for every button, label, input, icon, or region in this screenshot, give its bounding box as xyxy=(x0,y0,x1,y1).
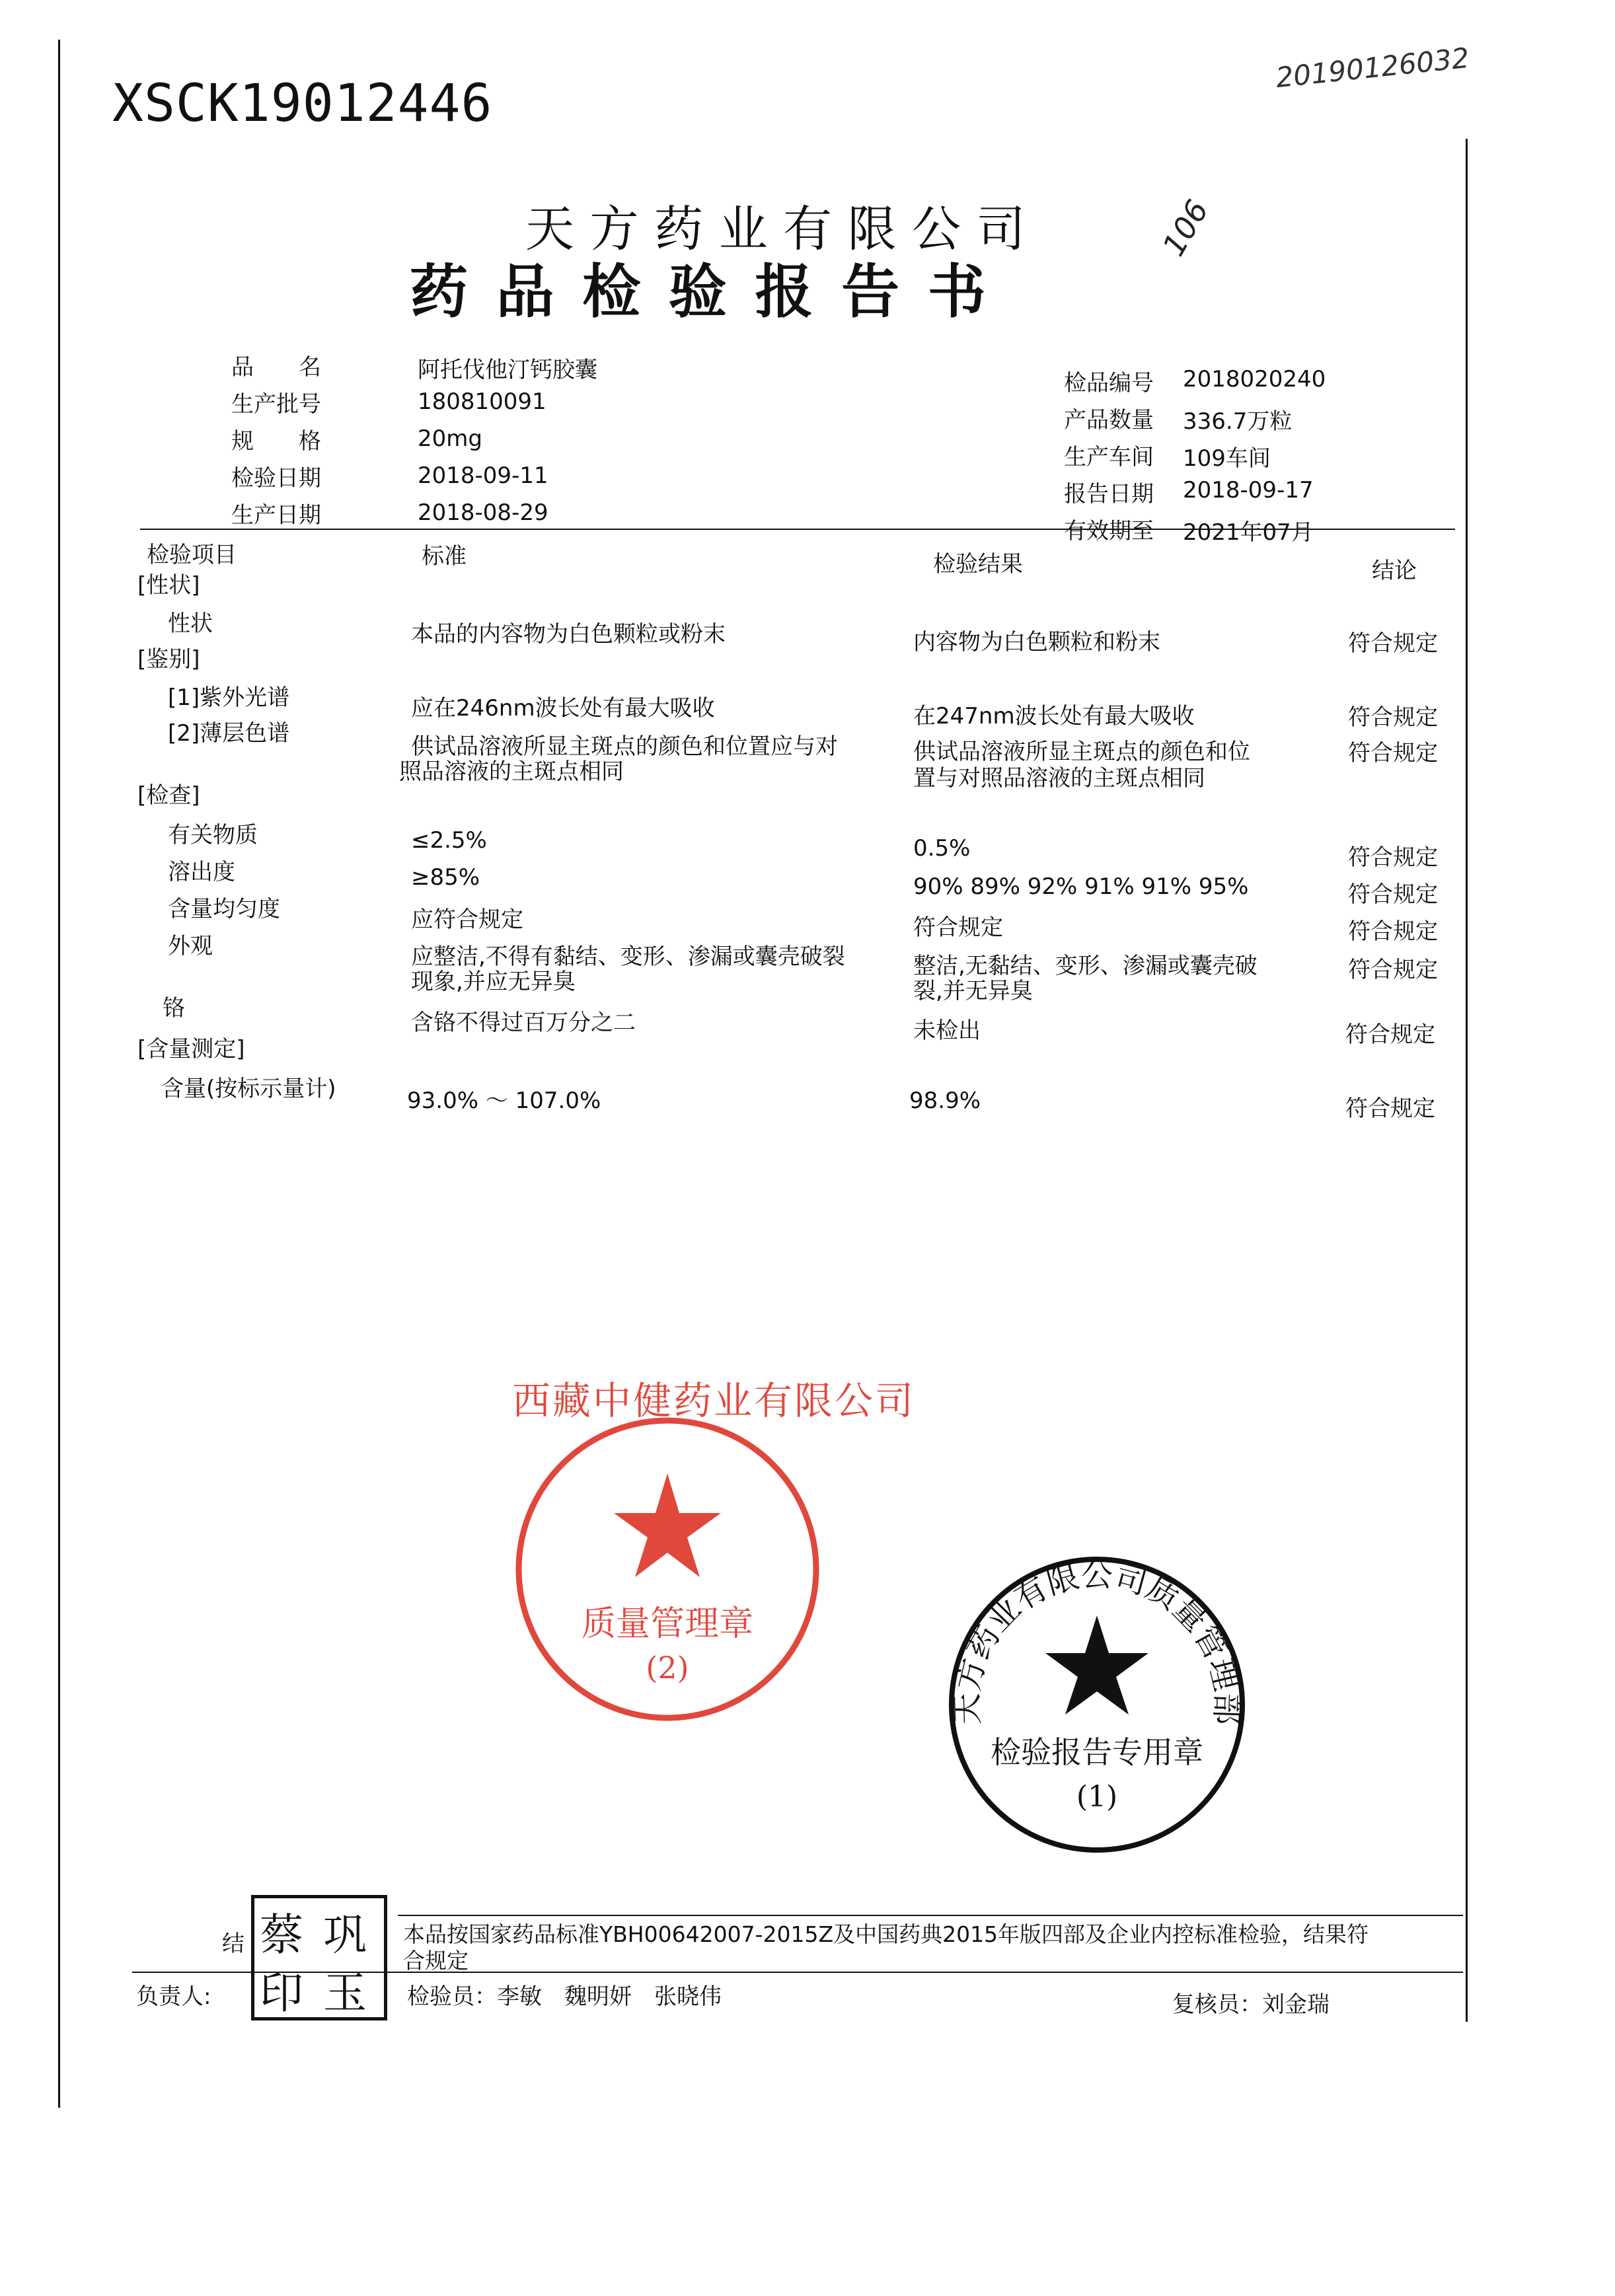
page-border-left xyxy=(58,40,60,2108)
test-date-label: 检验日期 xyxy=(231,465,321,492)
row-item: 含量(按标示量计) xyxy=(161,1076,336,1102)
quantity-label: 产品数量 xyxy=(1064,407,1154,433)
product-name-value: 阿托伐他汀钙胶囊 xyxy=(418,357,597,383)
row-standard: 应整洁,不得有黏结、变形、渗漏或囊壳破裂 xyxy=(411,944,845,970)
row-item: [1]紫外光谱 xyxy=(168,685,290,711)
red-stamp-num: (2) xyxy=(646,1650,689,1685)
conclusion-text: 本品按国家药品标准YBH00642007-2015Z及中国药典2015年版四部及企业内控标准检验，结果符 xyxy=(403,1921,1369,1947)
row-item: 铬 xyxy=(163,995,185,1021)
col-standard: 标准 xyxy=(422,543,467,570)
batch-value: 180810091 xyxy=(418,389,546,415)
report-date-value: 2018-09-17 xyxy=(1183,477,1314,503)
row-conclusion: 符合规定 xyxy=(1348,704,1438,731)
row-standard: 应在246nm波长处有最大吸收 xyxy=(411,695,715,722)
row-item: 有关物质 xyxy=(168,822,258,848)
seal-char: 印 xyxy=(260,1968,303,2018)
batch-label: 生产批号 xyxy=(231,391,321,418)
row-standard: 应符合规定 xyxy=(411,907,523,933)
spec-label: 规 格 xyxy=(231,428,321,455)
spec-value: 20mg xyxy=(418,426,482,452)
company-name: 天 方 药 业 有 限 公 司 xyxy=(525,201,1026,258)
sample-no-label: 检品编号 xyxy=(1064,370,1154,396)
black-stamp-sub: 检验报告专用章 xyxy=(991,1734,1203,1770)
table-row-section: [含量测定] xyxy=(137,1036,245,1062)
black-star-icon xyxy=(1045,1615,1148,1715)
report-title: 药 品 检 验 报 告 书 xyxy=(410,257,990,326)
col-item: 检验项目 xyxy=(147,542,237,568)
workshop-label: 生产车间 xyxy=(1064,444,1154,470)
black-stamp-num: (1) xyxy=(1076,1780,1118,1814)
row-conclusion: 符合规定 xyxy=(1348,740,1438,766)
black-qc-stamp xyxy=(945,1553,1249,1857)
row-result-cont: 置与对照品溶液的主斑点相同 xyxy=(913,765,1205,792)
table-row-section: [检查] xyxy=(137,782,200,809)
test-date-value: 2018-09-11 xyxy=(418,463,548,489)
responsible-label: 负责人: xyxy=(136,1983,211,2010)
row-result-cont: 裂,并无异臭 xyxy=(913,978,1033,1004)
row-result: 98.9% xyxy=(909,1088,981,1114)
row-conclusion: 符合规定 xyxy=(1348,918,1438,945)
row-result: 未检出 xyxy=(913,1018,981,1044)
expiry-value: 2021年07月 xyxy=(1183,519,1314,546)
production-date-value: 2018-08-29 xyxy=(418,500,548,526)
row-result: 符合规定 xyxy=(913,914,1003,941)
row-conclusion: 符合规定 xyxy=(1348,630,1438,657)
row-standard: ≤2.5% xyxy=(411,827,487,854)
row-result: 整洁,无黏结、变形、渗漏或囊壳破 xyxy=(913,953,1258,979)
row-result: 90% 89% 92% 91% 91% 95% xyxy=(913,873,1249,900)
row-result: 0.5% xyxy=(913,835,971,862)
table-row-section: [鉴别] xyxy=(137,646,200,673)
red-star-icon xyxy=(614,1473,721,1577)
table-row-section: [性状] xyxy=(137,572,200,599)
sample-no-value: 2018020240 xyxy=(1183,366,1326,392)
seal-char: 巩 xyxy=(323,1909,367,1960)
reviewer: 复核员：刘金瑞 xyxy=(1172,1991,1330,2018)
footer-rule-top xyxy=(398,1915,1463,1916)
row-standard: 本品的内容物为白色颗粒或粉末 xyxy=(411,621,726,648)
handwritten-mark: 106 xyxy=(1155,194,1216,262)
document-code: XSCK19012446 xyxy=(112,74,493,133)
row-standard: ≥85% xyxy=(411,864,480,891)
conclusion-text-cont: 合规定 xyxy=(403,1948,469,1974)
row-conclusion: 符合规定 xyxy=(1348,844,1438,871)
personal-seal xyxy=(251,1895,387,2020)
handwritten-number: 20190126032 xyxy=(1274,41,1471,94)
quantity-value: 336.7万粒 xyxy=(1183,408,1293,435)
row-item: 溶出度 xyxy=(168,859,235,885)
row-standard: 含铬不得过百万分之二 xyxy=(411,1010,636,1036)
expiry-label: 有效期至 xyxy=(1064,518,1154,544)
row-standard: 供试品溶液所显主斑点的颜色和位置应与对 xyxy=(411,733,838,760)
inspectors: 检验员：李敏 魏明妍 张晓伟 xyxy=(407,1983,722,2010)
seal-char: 蔡 xyxy=(260,1909,303,1960)
conclusion-label: 结 xyxy=(222,1931,244,1957)
seal-char: 玉 xyxy=(323,1968,367,2018)
production-date-label: 生产日期 xyxy=(231,502,321,529)
row-conclusion: 符合规定 xyxy=(1345,1095,1435,1122)
col-result: 检验结果 xyxy=(933,551,1023,577)
row-item: [2]薄层色谱 xyxy=(168,720,290,747)
row-result: 在247nm波长处有最大吸收 xyxy=(913,703,1195,729)
red-quality-stamp xyxy=(512,1378,916,1724)
row-conclusion: 符合规定 xyxy=(1348,881,1438,908)
red-stamp-sub: 质量管理章 xyxy=(581,1604,754,1644)
row-result: 供试品溶液所显主斑点的颜色和位 xyxy=(913,739,1250,765)
workshop-value: 109车间 xyxy=(1183,445,1271,472)
row-standard-cont: 现象,并应无异臭 xyxy=(411,969,576,995)
row-result: 内容物为白色颗粒和粉末 xyxy=(913,629,1160,655)
row-conclusion: 符合规定 xyxy=(1345,1021,1435,1048)
report-date-label: 报告日期 xyxy=(1064,481,1154,507)
page-border-right xyxy=(1466,139,1468,2022)
row-item: 性状 xyxy=(168,611,213,637)
row-item: 含量均匀度 xyxy=(168,896,280,922)
row-standard: 93.0% ～ 107.0% xyxy=(407,1088,601,1114)
row-conclusion: 符合规定 xyxy=(1348,957,1438,983)
black-stamp-company: 天方药业有限公司质量管理部 xyxy=(948,1557,1246,1726)
row-standard-cont: 照品溶液的主斑点相同 xyxy=(399,759,624,785)
red-stamp-company: 西藏中健药业有限公司 xyxy=(512,1378,916,1423)
product-name-label: 品 名 xyxy=(231,354,321,381)
row-item: 外观 xyxy=(168,933,213,959)
col-conclusion: 结论 xyxy=(1372,558,1417,584)
